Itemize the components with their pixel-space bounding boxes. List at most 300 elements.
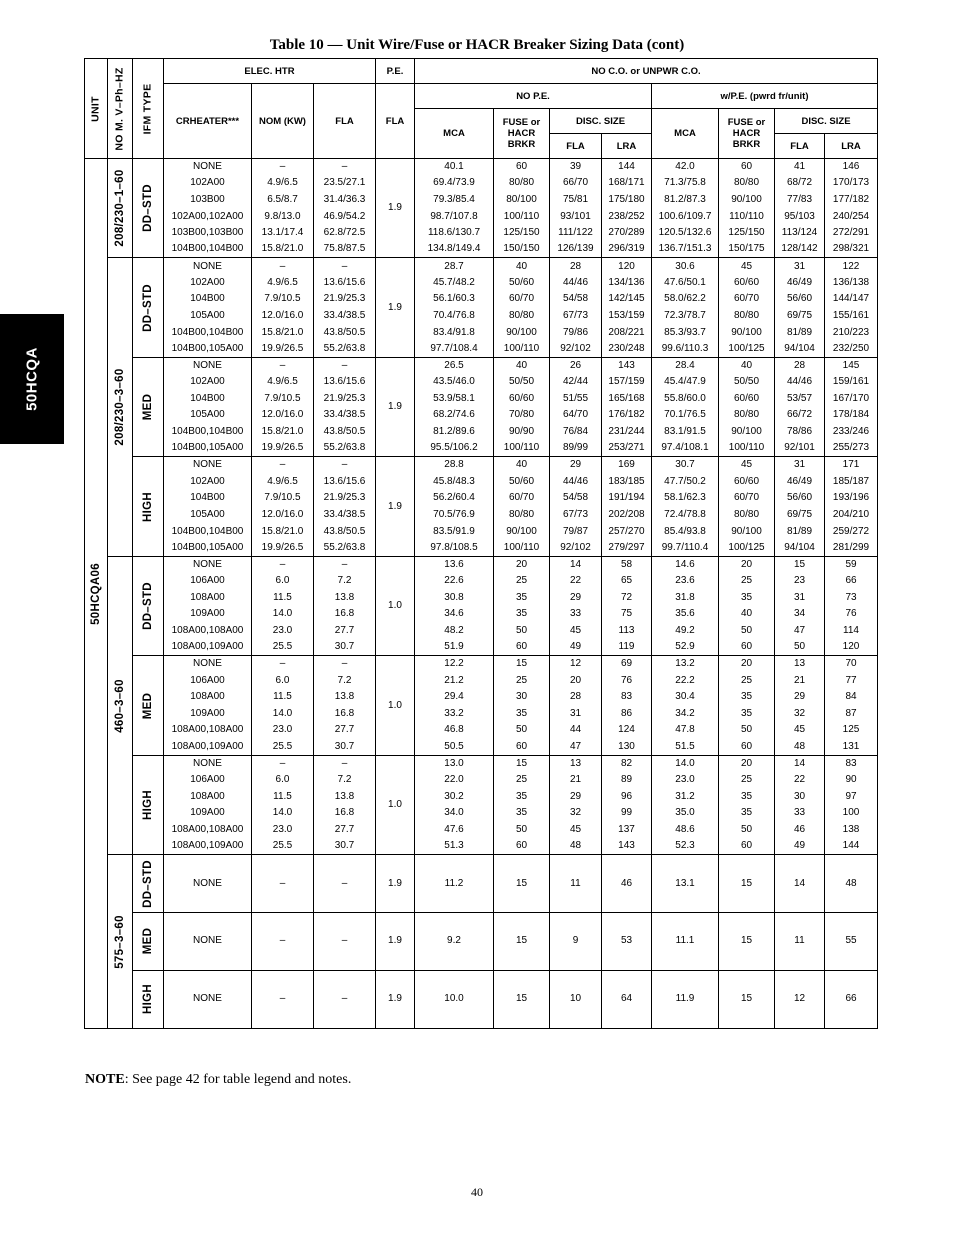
htr-fla-cell: 27.7 bbox=[314, 722, 376, 739]
crheater-cell: 102A00 bbox=[164, 175, 252, 192]
table-row bbox=[85, 755, 878, 772]
htr-fla-cell: 62.8/72.5 bbox=[314, 225, 376, 242]
pe-disc-fla-cell: 46/49 bbox=[775, 275, 825, 292]
pe-disc-fla-cell: 49 bbox=[775, 838, 825, 855]
pe-disc-fla-cell: 31 bbox=[775, 457, 825, 474]
pe-fuse-cell: 25 bbox=[719, 772, 775, 789]
pe-mca-cell: 55.8/60.0 bbox=[652, 391, 719, 408]
crheater-cell: 108A00,109A00 bbox=[164, 739, 252, 756]
pe-mca-cell: 11.1 bbox=[652, 913, 719, 971]
pe-disc-fla-cell: 29 bbox=[775, 689, 825, 706]
fuse-cell: 50/50 bbox=[494, 374, 550, 391]
pe-fuse-cell: 35 bbox=[719, 706, 775, 723]
disc-lra-cell: 230/248 bbox=[602, 341, 652, 358]
mca-cell: 98.7/107.8 bbox=[415, 208, 494, 225]
disc-lra-cell: 53 bbox=[602, 913, 652, 971]
nom-kw-cell: 12.0/16.0 bbox=[252, 507, 314, 524]
mca-cell: 79.3/85.4 bbox=[415, 192, 494, 209]
pe-disc-fla-cell: 34 bbox=[775, 606, 825, 623]
disc-fla-cell: 26 bbox=[550, 357, 602, 374]
disc-fla-cell: 126/139 bbox=[550, 241, 602, 258]
disc-fla-cell: 29 bbox=[550, 457, 602, 474]
voltage-cell: 575–3–60 bbox=[108, 855, 133, 1029]
pe-fuse-cell: 100/125 bbox=[719, 341, 775, 358]
crheater-header: CRHEATER*** bbox=[164, 84, 252, 159]
table-row bbox=[85, 722, 878, 739]
no-pe-header: NO P.E. bbox=[415, 84, 652, 109]
fuse-cell: 125/150 bbox=[494, 225, 550, 242]
nom-kw-cell: – bbox=[252, 457, 314, 474]
crheater-cell: 108A00,108A00 bbox=[164, 822, 252, 839]
fuse-cell: 50/60 bbox=[494, 473, 550, 490]
htr-fla-cell: 13.6/15.6 bbox=[314, 473, 376, 490]
nom-kw-cell: 6.0 bbox=[252, 672, 314, 689]
pe-disc-fla-cell: 21 bbox=[775, 672, 825, 689]
mca-cell: 48.2 bbox=[415, 623, 494, 640]
nom-kw-cell: 6.0 bbox=[252, 772, 314, 789]
pe-disc-lra-cell: 125 bbox=[825, 722, 878, 739]
table-row bbox=[85, 970, 878, 1028]
table-row bbox=[85, 258, 878, 275]
pe-mca-cell: 49.2 bbox=[652, 623, 719, 640]
htr-fla-cell: 30.7 bbox=[314, 639, 376, 656]
disc-lra-cell: 144 bbox=[602, 159, 652, 176]
mca-cell: 11.2 bbox=[415, 855, 494, 913]
pe-disc-fla-cell: 31 bbox=[775, 258, 825, 275]
pe-disc-lra-cell: 255/273 bbox=[825, 440, 878, 457]
sizing-table bbox=[84, 58, 878, 1029]
htr-fla-cell: 16.8 bbox=[314, 805, 376, 822]
pe-mca-cell: 23.0 bbox=[652, 772, 719, 789]
pe-mca-cell: 30.6 bbox=[652, 258, 719, 275]
ifm-type-cell: MED bbox=[133, 656, 164, 755]
disc-lra-cell: 142/145 bbox=[602, 291, 652, 308]
crheater-cell: NONE bbox=[164, 913, 252, 971]
disc-fla-cell: 29 bbox=[550, 788, 602, 805]
voltage-cell: 208/230–3–60 bbox=[108, 258, 133, 556]
fuse-cell: 50/60 bbox=[494, 275, 550, 292]
disc-fla-cell: 44/46 bbox=[550, 473, 602, 490]
table-row bbox=[85, 523, 878, 540]
disc-fla-cell: 39 bbox=[550, 159, 602, 176]
pe-fuse-cell: 125/150 bbox=[719, 225, 775, 242]
nom-kw-cell: 6.5/8.7 bbox=[252, 192, 314, 209]
pe-mca-cell: 22.2 bbox=[652, 672, 719, 689]
pe-fuse-cell: 80/80 bbox=[719, 175, 775, 192]
nom-kw-cell: 15.8/21.0 bbox=[252, 324, 314, 341]
fuse-cell: 40 bbox=[494, 457, 550, 474]
pe-disc-fla-cell: 45 bbox=[775, 722, 825, 739]
mca-cell: 43.5/46.0 bbox=[415, 374, 494, 391]
pe-disc-lra-cell: 77 bbox=[825, 672, 878, 689]
pe-disc-fla-cell: 23 bbox=[775, 573, 825, 590]
nom-kw-cell: 14.0 bbox=[252, 606, 314, 623]
crheater-cell: 102A00 bbox=[164, 473, 252, 490]
voltage-cell: 460–3–60 bbox=[108, 556, 133, 854]
disc-lra-cell: 191/194 bbox=[602, 490, 652, 507]
pe-disc-fla-cell: 50 bbox=[775, 639, 825, 656]
pe-disc-lra-cell: 193/196 bbox=[825, 490, 878, 507]
table-row bbox=[85, 855, 878, 913]
pe-fuse-cell: 25 bbox=[719, 672, 775, 689]
pe-fuse-cell: 90/100 bbox=[719, 424, 775, 441]
table-row bbox=[85, 225, 878, 242]
fuse-cell: 15 bbox=[494, 855, 550, 913]
nom-kw-cell: 25.5 bbox=[252, 639, 314, 656]
pe-fuse-cell: 50 bbox=[719, 822, 775, 839]
pe-mca-cell: 83.1/91.5 bbox=[652, 424, 719, 441]
pe-fuse-cell: 20 bbox=[719, 556, 775, 573]
pe-disc-lra-cell: 66 bbox=[825, 970, 878, 1028]
pe-fuse-cell: 40 bbox=[719, 606, 775, 623]
crheater-cell: 105A00 bbox=[164, 407, 252, 424]
ifm-type-cell: DD–STD bbox=[133, 159, 164, 258]
pe-mca-cell: 97.4/108.1 bbox=[652, 440, 719, 457]
crheater-cell: 108A00,109A00 bbox=[164, 639, 252, 656]
pe-disc-fla-cell: 41 bbox=[775, 159, 825, 176]
disc-fla-cell: 47 bbox=[550, 739, 602, 756]
nom-kw-cell: – bbox=[252, 556, 314, 573]
pe-disc-fla-cell: 53/57 bbox=[775, 391, 825, 408]
crheater-cell: 102A00,102A00 bbox=[164, 208, 252, 225]
pe-fuse-cell: 60 bbox=[719, 159, 775, 176]
disc-fla-cell: 22 bbox=[550, 573, 602, 590]
disc-lra-cell: 169 bbox=[602, 457, 652, 474]
unit-header: UNIT bbox=[85, 59, 108, 159]
nom-kw-cell: 15.8/21.0 bbox=[252, 241, 314, 258]
pe-disc-fla-cell: 13 bbox=[775, 656, 825, 673]
pe-fuse-cell: 35 bbox=[719, 590, 775, 607]
pe-disc-lra-cell: 76 bbox=[825, 606, 878, 623]
pe-mca-cell: 70.1/76.5 bbox=[652, 407, 719, 424]
pe-disc-lra-cell: 73 bbox=[825, 590, 878, 607]
pe-disc-fla-cell: 66/72 bbox=[775, 407, 825, 424]
pe-disc-lra-cell: 97 bbox=[825, 788, 878, 805]
disc-lra-cell: 153/159 bbox=[602, 308, 652, 325]
pe-disc-lra-cell: 120 bbox=[825, 639, 878, 656]
pe-disc-fla-cell: 48 bbox=[775, 739, 825, 756]
pe-disc-fla-cell: 15 bbox=[775, 556, 825, 573]
pe-disc-fla-cell: 78/86 bbox=[775, 424, 825, 441]
fuse-cell: 15 bbox=[494, 656, 550, 673]
crheater-cell: 104B00,105A00 bbox=[164, 540, 252, 557]
pe-fuse-cell: 15 bbox=[719, 913, 775, 971]
pe-disc-lra-cell: 204/210 bbox=[825, 507, 878, 524]
disc-fla-cell: 28 bbox=[550, 258, 602, 275]
pe-fuse-cell: 20 bbox=[719, 755, 775, 772]
pe-disc-lra-cell: 281/299 bbox=[825, 540, 878, 557]
pe-fla-cell: 1.9 bbox=[376, 913, 415, 971]
disc-fla-cell: 93/101 bbox=[550, 208, 602, 225]
pe-disc-lra-cell: 48 bbox=[825, 855, 878, 913]
pe-mca-cell: 14.6 bbox=[652, 556, 719, 573]
pe-mca-cell: 35.6 bbox=[652, 606, 719, 623]
fuse-cell: 60/60 bbox=[494, 391, 550, 408]
fuse-cell: 150/150 bbox=[494, 241, 550, 258]
disc-lra-cell: 86 bbox=[602, 706, 652, 723]
disc-lra-cell: 120 bbox=[602, 258, 652, 275]
htr-fla-cell: – bbox=[314, 258, 376, 275]
disc-fla-cell: 92/102 bbox=[550, 341, 602, 358]
pe-fuse-cell: 60/70 bbox=[719, 291, 775, 308]
ifm-type-cell: DD–STD bbox=[133, 855, 164, 913]
table-body bbox=[85, 159, 878, 1029]
htr-fla-cell: – bbox=[314, 457, 376, 474]
htr-fla-cell: 55.2/63.8 bbox=[314, 341, 376, 358]
fuse-cell: 15 bbox=[494, 913, 550, 971]
ifm-type-cell: MED bbox=[133, 913, 164, 971]
pe-disc-fla-cell: 12 bbox=[775, 970, 825, 1028]
htr-fla-cell: 27.7 bbox=[314, 623, 376, 640]
htr-fla-cell: – bbox=[314, 656, 376, 673]
crheater-cell: 108A00 bbox=[164, 590, 252, 607]
fuse-cell: 20 bbox=[494, 556, 550, 573]
disc-lra-cell: 113 bbox=[602, 623, 652, 640]
nom-kw-cell: 4.9/6.5 bbox=[252, 275, 314, 292]
pe-mca-cell: 100.6/109.7 bbox=[652, 208, 719, 225]
mca-header: MCA bbox=[415, 109, 494, 159]
nom-kw-cell: 19.9/26.5 bbox=[252, 440, 314, 457]
htr-fla-cell: – bbox=[314, 755, 376, 772]
mca-cell: 30.2 bbox=[415, 788, 494, 805]
pe-mca-cell: 47.6/50.1 bbox=[652, 275, 719, 292]
disc-lra-cell: 202/208 bbox=[602, 507, 652, 524]
mca-cell: 70.5/76.9 bbox=[415, 507, 494, 524]
htr-fla-cell: – bbox=[314, 159, 376, 176]
htr-fla-cell: 33.4/38.5 bbox=[314, 308, 376, 325]
mca-cell: 68.2/74.6 bbox=[415, 407, 494, 424]
fuse-cell: 80/100 bbox=[494, 192, 550, 209]
crheater-cell: 104B00 bbox=[164, 490, 252, 507]
htr-fla-cell: – bbox=[314, 855, 376, 913]
pe-mca-cell: 31.8 bbox=[652, 590, 719, 607]
pe-disc-fla-cell: 94/104 bbox=[775, 540, 825, 557]
pe-fuse-cell: 110/110 bbox=[719, 208, 775, 225]
table-row bbox=[85, 357, 878, 374]
pe-disc-lra-cell: 66 bbox=[825, 573, 878, 590]
pe-disc-lra-cell: 167/170 bbox=[825, 391, 878, 408]
nom-kw-cell: 12.0/16.0 bbox=[252, 308, 314, 325]
pe-fuse-cell: 50 bbox=[719, 722, 775, 739]
fuse-cell: 25 bbox=[494, 573, 550, 590]
pe-disc-lra-cell: 144/147 bbox=[825, 291, 878, 308]
pe-mca-cell: 42.0 bbox=[652, 159, 719, 176]
htr-fla-cell: – bbox=[314, 556, 376, 573]
nom-kw-cell: 11.5 bbox=[252, 689, 314, 706]
ifm-type-cell: DD–STD bbox=[133, 556, 164, 655]
crheater-cell: 104B00 bbox=[164, 391, 252, 408]
table-row bbox=[85, 159, 878, 176]
fuse-cell: 100/110 bbox=[494, 440, 550, 457]
nom-kw-cell: 12.0/16.0 bbox=[252, 407, 314, 424]
htr-fla-cell: 43.8/50.5 bbox=[314, 324, 376, 341]
pe-mca-cell: 47.7/50.2 bbox=[652, 473, 719, 490]
nom-kw-cell: 19.9/26.5 bbox=[252, 341, 314, 358]
pe-mca-cell: 85.4/93.8 bbox=[652, 523, 719, 540]
pe-mca-cell: 28.4 bbox=[652, 357, 719, 374]
disc-fla-cell: 79/86 bbox=[550, 324, 602, 341]
disc-fla-cell: 66/70 bbox=[550, 175, 602, 192]
mca-cell: 118.6/130.7 bbox=[415, 225, 494, 242]
pe-disc-lra-cell: 159/161 bbox=[825, 374, 878, 391]
pe-mca-cell: 31.2 bbox=[652, 788, 719, 805]
fuse-cell: 25 bbox=[494, 772, 550, 789]
w-pe-header: w/P.E. (pwrd fr/unit) bbox=[652, 84, 878, 109]
disc-fla-cell: 67/73 bbox=[550, 308, 602, 325]
pe-fuse-cell: 80/80 bbox=[719, 407, 775, 424]
pe-disc-lra-cell: 84 bbox=[825, 689, 878, 706]
elec-htr-header: ELEC. HTR bbox=[164, 59, 376, 84]
crheater-cell: 104B00,105A00 bbox=[164, 440, 252, 457]
ifm-type-cell: DD–STD bbox=[133, 258, 164, 357]
table-row bbox=[85, 772, 878, 789]
pe-disc-fla-cell: 44/46 bbox=[775, 374, 825, 391]
crheater-cell: NONE bbox=[164, 656, 252, 673]
crheater-cell: 106A00 bbox=[164, 573, 252, 590]
pe-disc-fla-cell: 92/101 bbox=[775, 440, 825, 457]
table-row bbox=[85, 490, 878, 507]
pe-mca-cell: 72.3/78.7 bbox=[652, 308, 719, 325]
pe-mca-cell: 30.7 bbox=[652, 457, 719, 474]
fuse-cell: 15 bbox=[494, 970, 550, 1028]
nom-kw-cell: 23.0 bbox=[252, 822, 314, 839]
nom-kw-cell: 25.5 bbox=[252, 739, 314, 756]
mca-cell: 13.6 bbox=[415, 556, 494, 573]
pe-disc-lra-cell: 114 bbox=[825, 623, 878, 640]
table-row bbox=[85, 291, 878, 308]
fuse-cell: 50 bbox=[494, 722, 550, 739]
pe-disc-lra-cell: 131 bbox=[825, 739, 878, 756]
fuse-cell: 50 bbox=[494, 623, 550, 640]
disc-fla-cell: 42/44 bbox=[550, 374, 602, 391]
nom-kw-cell: 23.0 bbox=[252, 722, 314, 739]
pe-fuse-cell: 45 bbox=[719, 258, 775, 275]
crheater-cell: 108A00 bbox=[164, 689, 252, 706]
crheater-cell: 109A00 bbox=[164, 606, 252, 623]
mca-cell: 33.2 bbox=[415, 706, 494, 723]
fuse-cell: 15 bbox=[494, 755, 550, 772]
pe-fla-cell: 1.9 bbox=[376, 970, 415, 1028]
pe-fuse-cell: 15 bbox=[719, 855, 775, 913]
disc-lra-cell: 175/180 bbox=[602, 192, 652, 209]
htr-fla-cell: – bbox=[314, 970, 376, 1028]
crheater-cell: 103B00 bbox=[164, 192, 252, 209]
disc-fla-cell: 21 bbox=[550, 772, 602, 789]
nom-kw-cell: 25.5 bbox=[252, 838, 314, 855]
mca-cell: 83.4/91.8 bbox=[415, 324, 494, 341]
mca-cell: 47.6 bbox=[415, 822, 494, 839]
pe-fuse-cell: 35 bbox=[719, 805, 775, 822]
table-row bbox=[85, 540, 878, 557]
pe-disc-fla-cell: 46/49 bbox=[775, 473, 825, 490]
pe-disc-fla-cell: 81/89 bbox=[775, 523, 825, 540]
fuse-cell: 60 bbox=[494, 838, 550, 855]
disc-lra-cell: 296/319 bbox=[602, 241, 652, 258]
htr-fla-cell: 33.4/38.5 bbox=[314, 407, 376, 424]
fuse-cell: 80/80 bbox=[494, 507, 550, 524]
disc-lra-cell: 124 bbox=[602, 722, 652, 739]
pe-fuse-cell: 60 bbox=[719, 838, 775, 855]
disc-fla-cell: 10 bbox=[550, 970, 602, 1028]
mca-cell: 28.7 bbox=[415, 258, 494, 275]
nom-kw-cell: 23.0 bbox=[252, 623, 314, 640]
disc-fla-cell: 14 bbox=[550, 556, 602, 573]
table-row bbox=[85, 706, 878, 723]
htr-fla-cell: 55.2/63.8 bbox=[314, 540, 376, 557]
htr-fla-cell: 21.9/25.3 bbox=[314, 391, 376, 408]
mca-cell: 95.5/106.2 bbox=[415, 440, 494, 457]
pe-disc-lra-cell: 171 bbox=[825, 457, 878, 474]
disc-lra-cell: 253/271 bbox=[602, 440, 652, 457]
crheater-cell: 104B00 bbox=[164, 291, 252, 308]
crheater-cell: 103B00,103B00 bbox=[164, 225, 252, 242]
mca-cell: 30.8 bbox=[415, 590, 494, 607]
fuse-cell: 30 bbox=[494, 689, 550, 706]
table-row bbox=[85, 175, 878, 192]
disc-lra-cell: 130 bbox=[602, 739, 652, 756]
mca-cell: 45.8/48.3 bbox=[415, 473, 494, 490]
disc-lra-cell: 270/289 bbox=[602, 225, 652, 242]
disc-fla-cell: 11 bbox=[550, 855, 602, 913]
disc-size-header: DISC. SIZE bbox=[775, 109, 878, 134]
disc-lra-cell: 183/185 bbox=[602, 473, 652, 490]
disc-lra-cell: 69 bbox=[602, 656, 652, 673]
disc-lra-cell: 134/136 bbox=[602, 275, 652, 292]
disc-fla-cell: 75/81 bbox=[550, 192, 602, 209]
nom-kw-cell: 4.9/6.5 bbox=[252, 473, 314, 490]
disc-fla-cell: 45 bbox=[550, 822, 602, 839]
ifm-type-header: IFM TYPE bbox=[133, 59, 164, 159]
disc-lra-cell: 96 bbox=[602, 788, 652, 805]
htr-fla-cell: 31.4/36.3 bbox=[314, 192, 376, 209]
voltage-cell: 208/230–1–60 bbox=[108, 159, 133, 258]
fuse-cell: 40 bbox=[494, 357, 550, 374]
fuse-cell: 35 bbox=[494, 590, 550, 607]
fuse-cell: 70/80 bbox=[494, 407, 550, 424]
disc-lra-cell: 89 bbox=[602, 772, 652, 789]
table-row bbox=[85, 457, 878, 474]
ifm-type-cell: HIGH bbox=[133, 755, 164, 854]
pe-fuse-cell: 90/100 bbox=[719, 523, 775, 540]
disc-fla-cell: 9 bbox=[550, 913, 602, 971]
pe-disc-lra-cell: 122 bbox=[825, 258, 878, 275]
pe-mca-cell: 30.4 bbox=[652, 689, 719, 706]
disc-fla-cell: 49 bbox=[550, 639, 602, 656]
pe-mca-cell: 51.5 bbox=[652, 739, 719, 756]
nom-kw-cell: 14.0 bbox=[252, 805, 314, 822]
mca-cell: 50.5 bbox=[415, 739, 494, 756]
table-row bbox=[85, 656, 878, 673]
fuse-cell: 35 bbox=[494, 805, 550, 822]
disc-fla-cell: 64/70 bbox=[550, 407, 602, 424]
fuse-cell: 100/110 bbox=[494, 540, 550, 557]
pe-fuse-cell: 60/70 bbox=[719, 490, 775, 507]
disc-size-header: DISC. SIZE bbox=[550, 109, 652, 134]
crheater-cell: 108A00,108A00 bbox=[164, 722, 252, 739]
pe-mca-cell: 85.3/93.7 bbox=[652, 324, 719, 341]
crheater-cell: 109A00 bbox=[164, 805, 252, 822]
pe-mca-cell: 71.3/75.8 bbox=[652, 175, 719, 192]
table-row bbox=[85, 689, 878, 706]
pe-fuse-cell: 90/100 bbox=[719, 192, 775, 209]
pe-fuse-cell: 150/175 bbox=[719, 241, 775, 258]
nom-kw-cell: – bbox=[252, 970, 314, 1028]
mca-cell: 34.6 bbox=[415, 606, 494, 623]
nom-kw-cell: 6.0 bbox=[252, 573, 314, 590]
fuse-cell: 60 bbox=[494, 639, 550, 656]
disc-fla-cell: 76/84 bbox=[550, 424, 602, 441]
fuse-cell: 50 bbox=[494, 822, 550, 839]
